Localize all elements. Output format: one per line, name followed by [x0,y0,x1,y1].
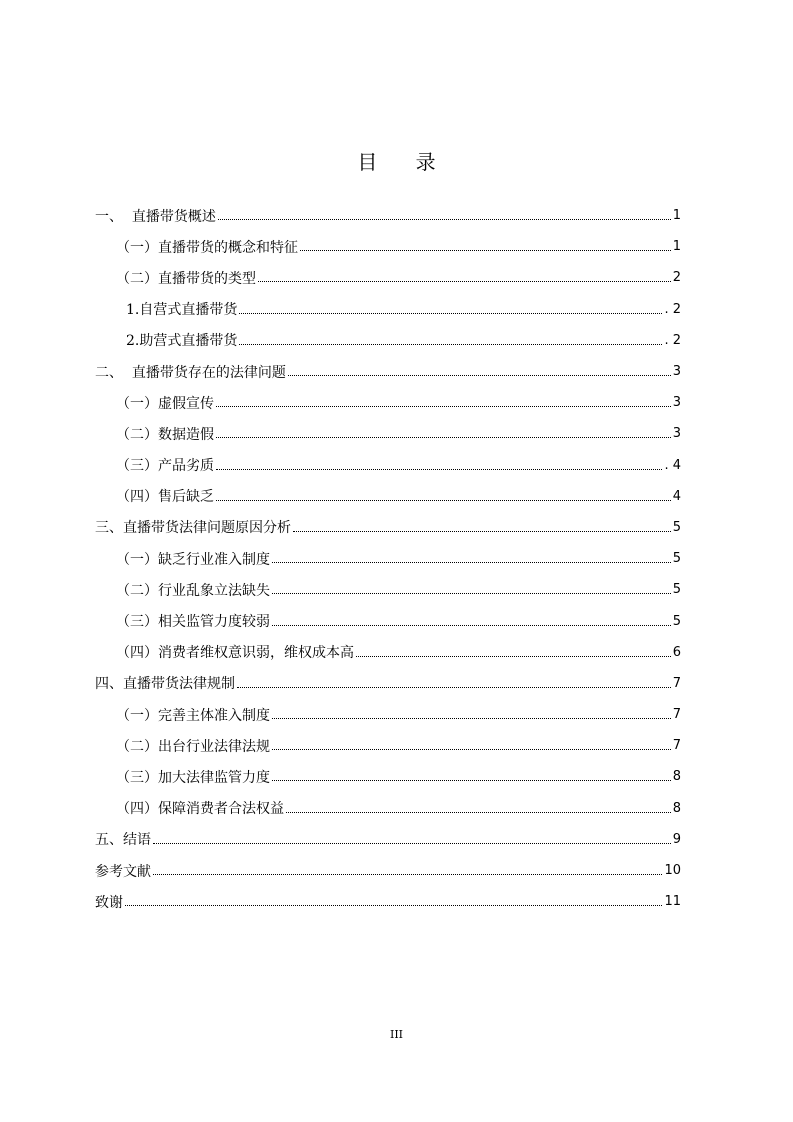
toc-page-number: 11 [664,894,681,910]
dot-leader [272,749,671,750]
dot-leader [272,593,671,594]
dot-leader [293,531,671,532]
toc-entry[interactable] [95,387,681,418]
toc-entry-label: （一）虚假宣传 [116,395,214,412]
toc-page-number: 8 [672,800,681,816]
toc-page-number: 3 [672,395,681,411]
toc-entry[interactable] [95,761,681,792]
toc-entry-label: 致谢 [95,894,123,911]
dot-leader [216,500,671,501]
toc-page-number: 1 [672,208,681,224]
toc-entry-label: 五、结语 [95,832,151,849]
toc-entry-label: 四、直播带货法律规制 [95,676,235,693]
toc-entry-label: 参考文献 [95,863,151,880]
toc-entry[interactable] [95,605,681,636]
toc-page-number: 7 [672,707,681,723]
toc-page-number: 7 [672,675,681,691]
dot-leader [258,281,671,282]
toc-entry[interactable] [95,574,681,605]
toc-page-number: . 2 [664,301,681,317]
toc-page-number: 3 [672,364,681,380]
toc-entry[interactable] [95,637,681,668]
toc-entry-label: 1.自营式直播带货 [126,302,238,319]
toc-entry[interactable] [95,512,681,543]
toc-entry[interactable] [95,418,681,449]
toc-entry[interactable] [95,855,681,886]
toc-page-number: 6 [672,644,681,660]
toc-page-number: 5 [672,519,681,535]
dot-leader [216,406,671,407]
toc-page-number: 10 [664,863,681,879]
toc-page-number: . 2 [664,332,681,348]
toc-entry-label: （三）加大法律监管力度 [116,769,270,786]
dot-leader [272,780,671,781]
table-of-contents [95,200,681,917]
toc-entry-label: 三、直播带货法律问题原因分析 [95,520,291,537]
toc-page-number: 5 [672,551,681,567]
toc-entry-label: （二）出台行业法律法规 [116,738,270,755]
toc-entry[interactable] [95,325,681,356]
toc-entry-label: （三）相关监管力度较弱 [116,614,270,631]
toc-entry-label: 2.助营式直播带货 [126,333,238,350]
toc-entry-label: （二）直播带货的类型 [116,270,256,287]
toc-entry-label: （一）缺乏行业准入制度 [116,551,270,568]
dot-leader [272,718,671,719]
dot-leader [153,843,671,844]
dot-leader [356,656,671,657]
toc-entry-label: （一）完善主体准入制度 [116,707,270,724]
toc-page-number: 4 [672,488,681,504]
toc-page-number: . 4 [664,457,681,473]
toc-entry[interactable] [95,699,681,730]
toc-entry[interactable] [95,824,681,855]
toc-page-number: 1 [672,239,681,255]
toc-entry-label: （二）行业乱象立法缺失 [116,582,270,599]
toc-entry[interactable] [95,730,681,761]
toc-entry[interactable] [95,886,681,917]
toc-entry[interactable] [95,200,681,231]
dot-leader [216,437,671,438]
dot-leader [239,344,662,345]
dot-leader [125,905,662,906]
toc-page-number: 8 [672,769,681,785]
toc-page-number: 3 [672,426,681,442]
toc-entry-label: 二、 直播带货存在的法律问题 [95,364,286,381]
toc-entry[interactable] [95,668,681,699]
dot-leader [272,562,671,563]
dot-leader [300,250,671,251]
toc-entry[interactable] [95,231,681,262]
dot-leader [216,469,662,470]
toc-entry[interactable] [95,294,681,325]
toc-page-number: 5 [672,582,681,598]
dot-leader [288,375,671,376]
dot-leader [218,219,671,220]
toc-entry-label: 一、 直播带货概述 [95,208,216,225]
toc-entry-label: （四）售后缺乏 [116,489,214,506]
toc-page-number: 2 [672,270,681,286]
toc-entry-label: （四）消费者维权意识弱，维权成本高 [116,645,354,662]
dot-leader [237,687,671,688]
page-footer-number: III [389,1028,404,1041]
toc-entry-label: （三）产品劣质 [116,458,214,475]
toc-entry[interactable] [95,481,681,512]
toc-entry[interactable] [95,356,681,387]
toc-entry[interactable] [95,793,681,824]
toc-entry-label: （四）保障消费者合法权益 [116,801,284,818]
dot-leader [239,313,662,314]
dot-leader [153,874,662,875]
toc-page-number: 5 [672,613,681,629]
toc-title: 目 录 [357,150,452,174]
toc-page-number: 9 [672,831,681,847]
dot-leader [286,812,671,813]
toc-entry-label: （二）数据造假 [116,426,214,443]
toc-entry-label: （一）直播带货的概念和特征 [116,239,298,256]
toc-entry[interactable] [95,543,681,574]
dot-leader [272,625,671,626]
toc-page-number: 7 [672,738,681,754]
toc-entry[interactable] [95,262,681,293]
toc-entry[interactable] [95,450,681,481]
